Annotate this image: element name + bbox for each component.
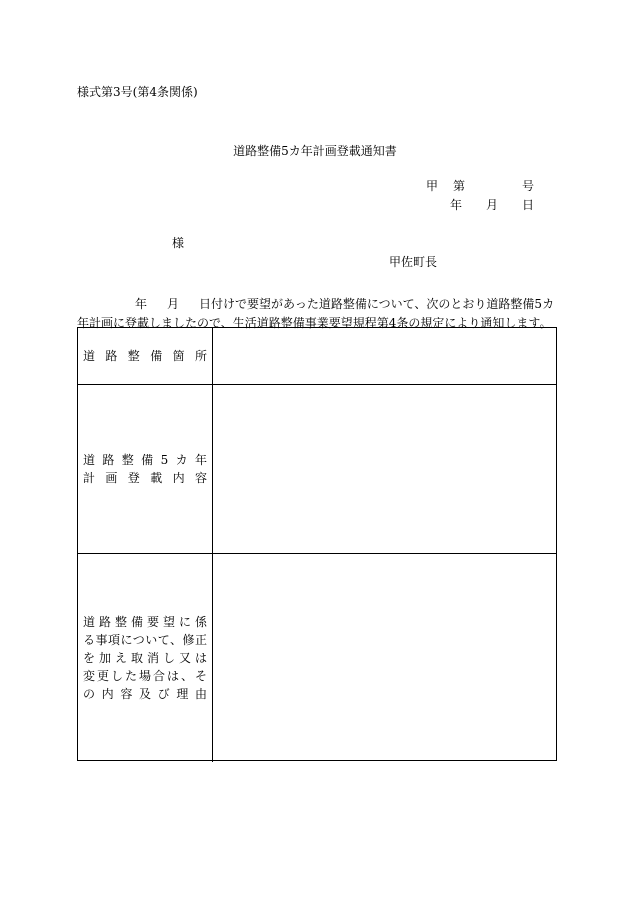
notice-prefix: 甲: [426, 179, 439, 193]
row-label-line: を加え取消し又は: [83, 651, 207, 665]
row-label-line: 変更した場合は、そ: [83, 669, 207, 683]
addressee-honorific: 様: [172, 236, 185, 250]
notice-date-month: 月: [486, 198, 499, 212]
form-number: 様式第3号(第4条関係): [77, 85, 198, 99]
table-row: [78, 328, 556, 385]
notice-date-day: 日: [522, 198, 535, 212]
row-value-field[interactable]: [213, 554, 556, 762]
row-label-line: る事項について、修正: [83, 633, 207, 647]
body-line-1-text: 日付けで要望があった道路整備について、次のとおり道路整備5カ: [199, 297, 555, 311]
row-value-field[interactable]: [213, 385, 556, 553]
notice-go: 号: [522, 179, 535, 193]
row-label: [78, 385, 213, 553]
body-line-1: [77, 295, 559, 314]
notice-number: [426, 180, 536, 194]
body-line-2: 年計画に登載しましたので、生活道路整備事業要望規程第4条の規定により通知します。: [77, 316, 552, 330]
body-year: 年: [135, 297, 148, 311]
body-month: 月: [167, 297, 180, 311]
row-label-line: 道路整備要望に係: [83, 615, 207, 629]
detail-table: [77, 327, 557, 761]
sender-name: 甲佐町長: [389, 255, 438, 269]
row-value-field[interactable]: [213, 328, 556, 384]
row-label: [78, 328, 213, 384]
document-title: 道路整備5カ年計画登載通知書: [233, 144, 397, 158]
row-label-line: 道路整備5カ年: [83, 453, 207, 467]
row-label-line: 計画登載内容: [83, 471, 207, 485]
row-label: [78, 554, 213, 762]
notice-date-year: 年: [450, 198, 463, 212]
row-label-line: 道路整備箇所: [83, 349, 207, 363]
notice-dai: 第: [453, 179, 466, 193]
table-row: [78, 385, 556, 554]
notice-date: [446, 199, 536, 213]
row-label-line: の内容及び理由: [83, 687, 207, 701]
table-row: [78, 554, 556, 762]
